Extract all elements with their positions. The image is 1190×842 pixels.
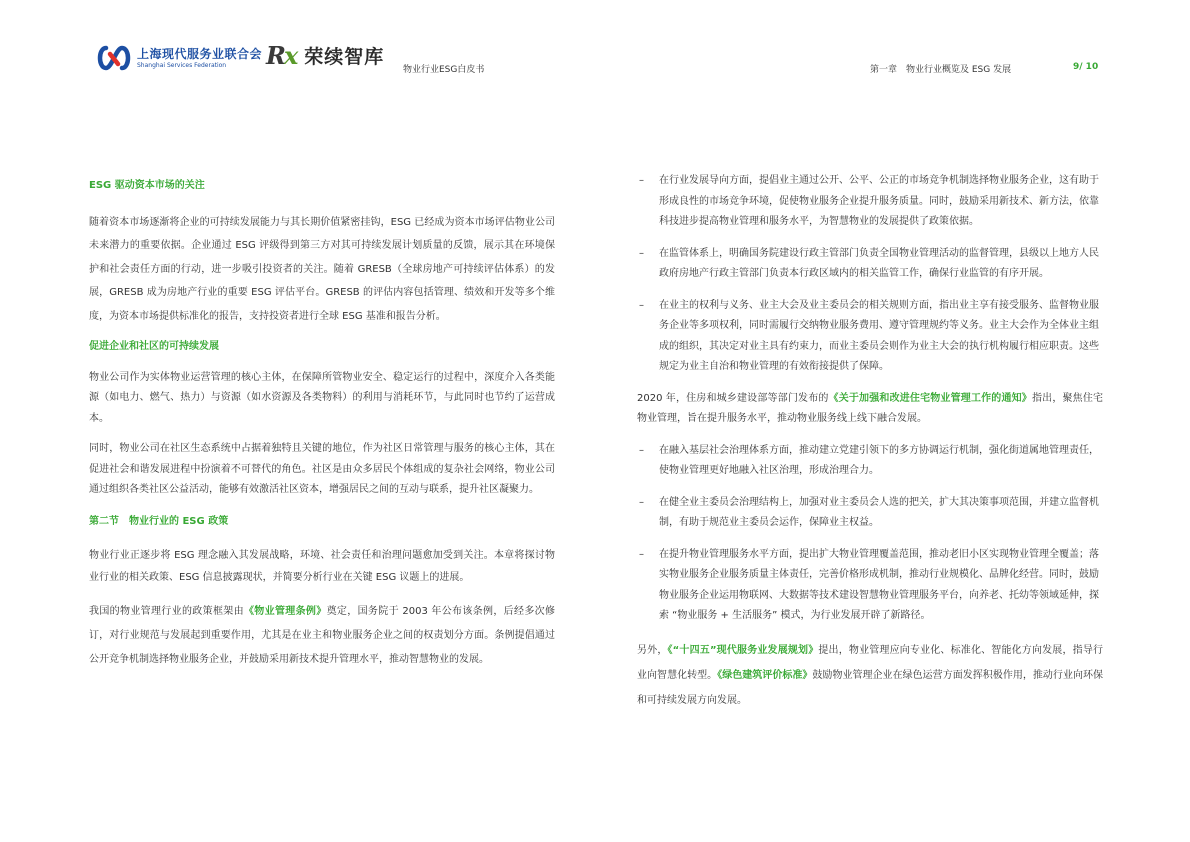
federation-name-cn: 上海现代服务业联合会: [137, 46, 263, 61]
federation-name-en: Shanghai Services Federation: [137, 61, 227, 69]
left-column: [89, 176, 555, 672]
paragraph-community: 同时，物业公司在社区生态系统中占据着独特且关键的地位，作为社区日常管理与服务的核心主体，其在促进社会和谐发展进程中扮演着不可替代的角色。社区是由众多居民个体组成的复杂社会网络，物业公司通过组织各类社区公益活动，能够有效激活社区资本，增强居民之间的互动与联系，提升社区凝聚力。: [89, 443, 555, 495]
notice-text-pre: 2020 年，住房和城乡建设部等部门发布的: [637, 392, 829, 404]
bullet-industry-guidance: [637, 171, 1103, 233]
paragraph-esg-capital: 随着资本市场逐渐将企业的可持续发展能力与其长期价值紧密挂钩，ESG 已经成为资本市场评估物业公司未来潜力的重要依据。企业通过 ESG 评级得到第三方对其可持续发展计划质量的反馈，展示其在环境保护和社会责任方面的行动，进一步吸引投资者的关注。随着 GRESB（全球房地产可持续评估体系）的发展，GRESB 成为房地产行业的重要 ESG 评估平台。GRESB 的评估内容包括管理、绩效和开发等多个维度，为资本市场提供标准化的报告，支持投资者进行全球 ESG 基准和报告分析。: [89, 216, 555, 322]
bullet-text: 在健全业主委员会治理结构上，加强对业主委员会人选的把关，扩大其决策事项范围，并建立监督机制，有助于规范业主委员会运作，保障业主权益。: [659, 496, 1099, 528]
notice-text-post: 指出，聚焦住宅物业管理，旨在提升服务水平，推动物业服务线上线下融合发展。: [637, 392, 1104, 424]
rongxu-logo: [266, 41, 384, 70]
heading-esg-capital: ESG 驱动资本市场的关注: [89, 180, 205, 191]
page-header: [0, 0, 1190, 90]
plans-text-pre: 另外，: [637, 644, 668, 656]
bullet-text: 在监管体系上，明确国务院建设行政主管部门负责全国物业管理活动的监督管理，县级以上地方人民政府房地产行政主管部门负责本行政区域内的相关监管工作，确保行业监管的有序开展。: [659, 247, 1099, 279]
bullet-dash: –: [639, 299, 644, 311]
page-number: 9/ 10: [1073, 62, 1099, 72]
document-title: 物业行业ESG白皮书: [403, 65, 485, 75]
bullet-committee: [637, 493, 1103, 534]
bullet-dash: –: [639, 548, 644, 560]
bullet-supervision: [637, 244, 1103, 285]
paragraph-energy: 物业公司作为实体物业运营管理的核心主体，在保障所管物业安全、稳定运行的过程中，深度介入各类能源（如电力、燃气、热力）与资源（如水资源及各类物料）的利用与消耗环节，与此同时也节约了运营成本。: [89, 371, 555, 424]
paragraph-2020-notice: [637, 389, 1103, 430]
plans-text-mid: 提出，物业管理应向专业化、标准化、智能化方向发展，指导行业向智慧化转型。: [637, 644, 1103, 681]
paragraph-regulation: [89, 600, 555, 672]
bullet-text: 在融入基层社会治理体系方面，推动建立党建引领下的多方协调运行机制，强化街道属地管理责任，使物业管理更好地融入社区治理，形成治理合力。: [659, 444, 1099, 476]
paragraph-plans: [637, 638, 1103, 713]
bullet-grassroots: [637, 441, 1103, 482]
plan-link-14th: 《“十四五”现代服务业发展规划》: [667, 644, 819, 656]
bullet-text: 在提升物业管理服务水平方面，提出扩大物业管理覆盖范围，推动老旧小区实现物业管理全覆盖；落实物业服务企业服务质量主体责任，完善价格形成机制，推动行业规模化、品牌化经营。同时，鼓励物业服务企业运用物联网、大数据等技术建设智慧物业管理服务平台，向养老、托幼等领域延伸，探索 “物业服务 + 生活服务” 模式，为行业发展开辟了新路径。: [659, 548, 1099, 621]
bullet-dash: –: [639, 444, 644, 456]
plan-link-green-building: 《绿色建筑评价标准》: [717, 669, 813, 681]
rongxu-logo-icon: [266, 41, 296, 70]
bullet-text: 在业主的权利与义务、业主大会及业主委员会的相关规则方面，指出业主享有接受服务、监督物业服务企业等多项权利，同时需履行交纳物业服务费用、遵守管理规约等义务。业主大会作为全体业主组成的组织，其决定对业主具有约束力，而业主委员会则作为业主大会的执行机构履行相应职责。这些规定为业主自治和物业管理的有效衔接提供了保障。: [659, 299, 1099, 372]
regulation-text-post: 奠定，国务院于 2003 年公布该条例，后经多次修订，对行业规范与发展起到重要作用，尤其是在业主和物业服务企业之间的权责划分方面。条例提倡通过公开竞争机制选择物业服务企业，并鼓励采用新技术提升管理水平，推动智慧物业的发展。: [89, 606, 555, 665]
paragraph-esg-policy: 物业行业正逐步将 ESG 理念融入其发展战略，环境、社会责任和治理问题愈加受到关注。本章将探讨物业行业的相关政策、ESG 信息披露现状，并简要分析行业在关键 ESG 议题上的进展。: [89, 550, 555, 583]
right-column: [637, 171, 1103, 713]
heading-section-two: 第二节 物业行业的 ESG 政策: [89, 515, 229, 527]
bullet-dash: –: [639, 175, 644, 186]
bullet-owner-rights: [637, 296, 1103, 378]
plans-text-post: 鼓励物业管理企业在绿色运营方面发挥积极作用，推动行业向环保和可持续发展方向发展。: [637, 669, 1104, 706]
bullet-text: 在行业发展导向方面，提倡业主通过公开、公平、公正的市场竞争机制选择物业服务企业，这有助于形成良性的市场竞争环境，促使物业服务企业提升服务质量。同时，鼓励采用新技术、新方法，依靠科技进步提高物业管理和服务水平，为智慧物业的发展提供了政策依据。: [659, 175, 1099, 227]
federation-logo: [96, 44, 262, 72]
regulation-link: 《物业管理条例》: [243, 606, 327, 617]
regulation-text-pre: 我国的物业管理行业的政策框架由: [89, 606, 244, 617]
heading-sustainable: 促进企业和社区的可持续发展: [89, 341, 219, 352]
bullet-service-level: [637, 545, 1103, 627]
bullet-dash: –: [639, 496, 644, 508]
rongxu-logo-r: R: [266, 41, 284, 70]
notice-link: 《关于加强和改进住宅物业管理工作的通知》: [828, 392, 1032, 404]
federation-logo-icon: [96, 44, 132, 72]
chapter-title: 第一章 物业行业概览及 ESG 发展: [870, 65, 1012, 75]
rongxu-logo-text: 荣续智库: [304, 46, 385, 68]
rongxu-logo-x: x: [283, 41, 297, 70]
bullet-dash: –: [639, 247, 644, 259]
